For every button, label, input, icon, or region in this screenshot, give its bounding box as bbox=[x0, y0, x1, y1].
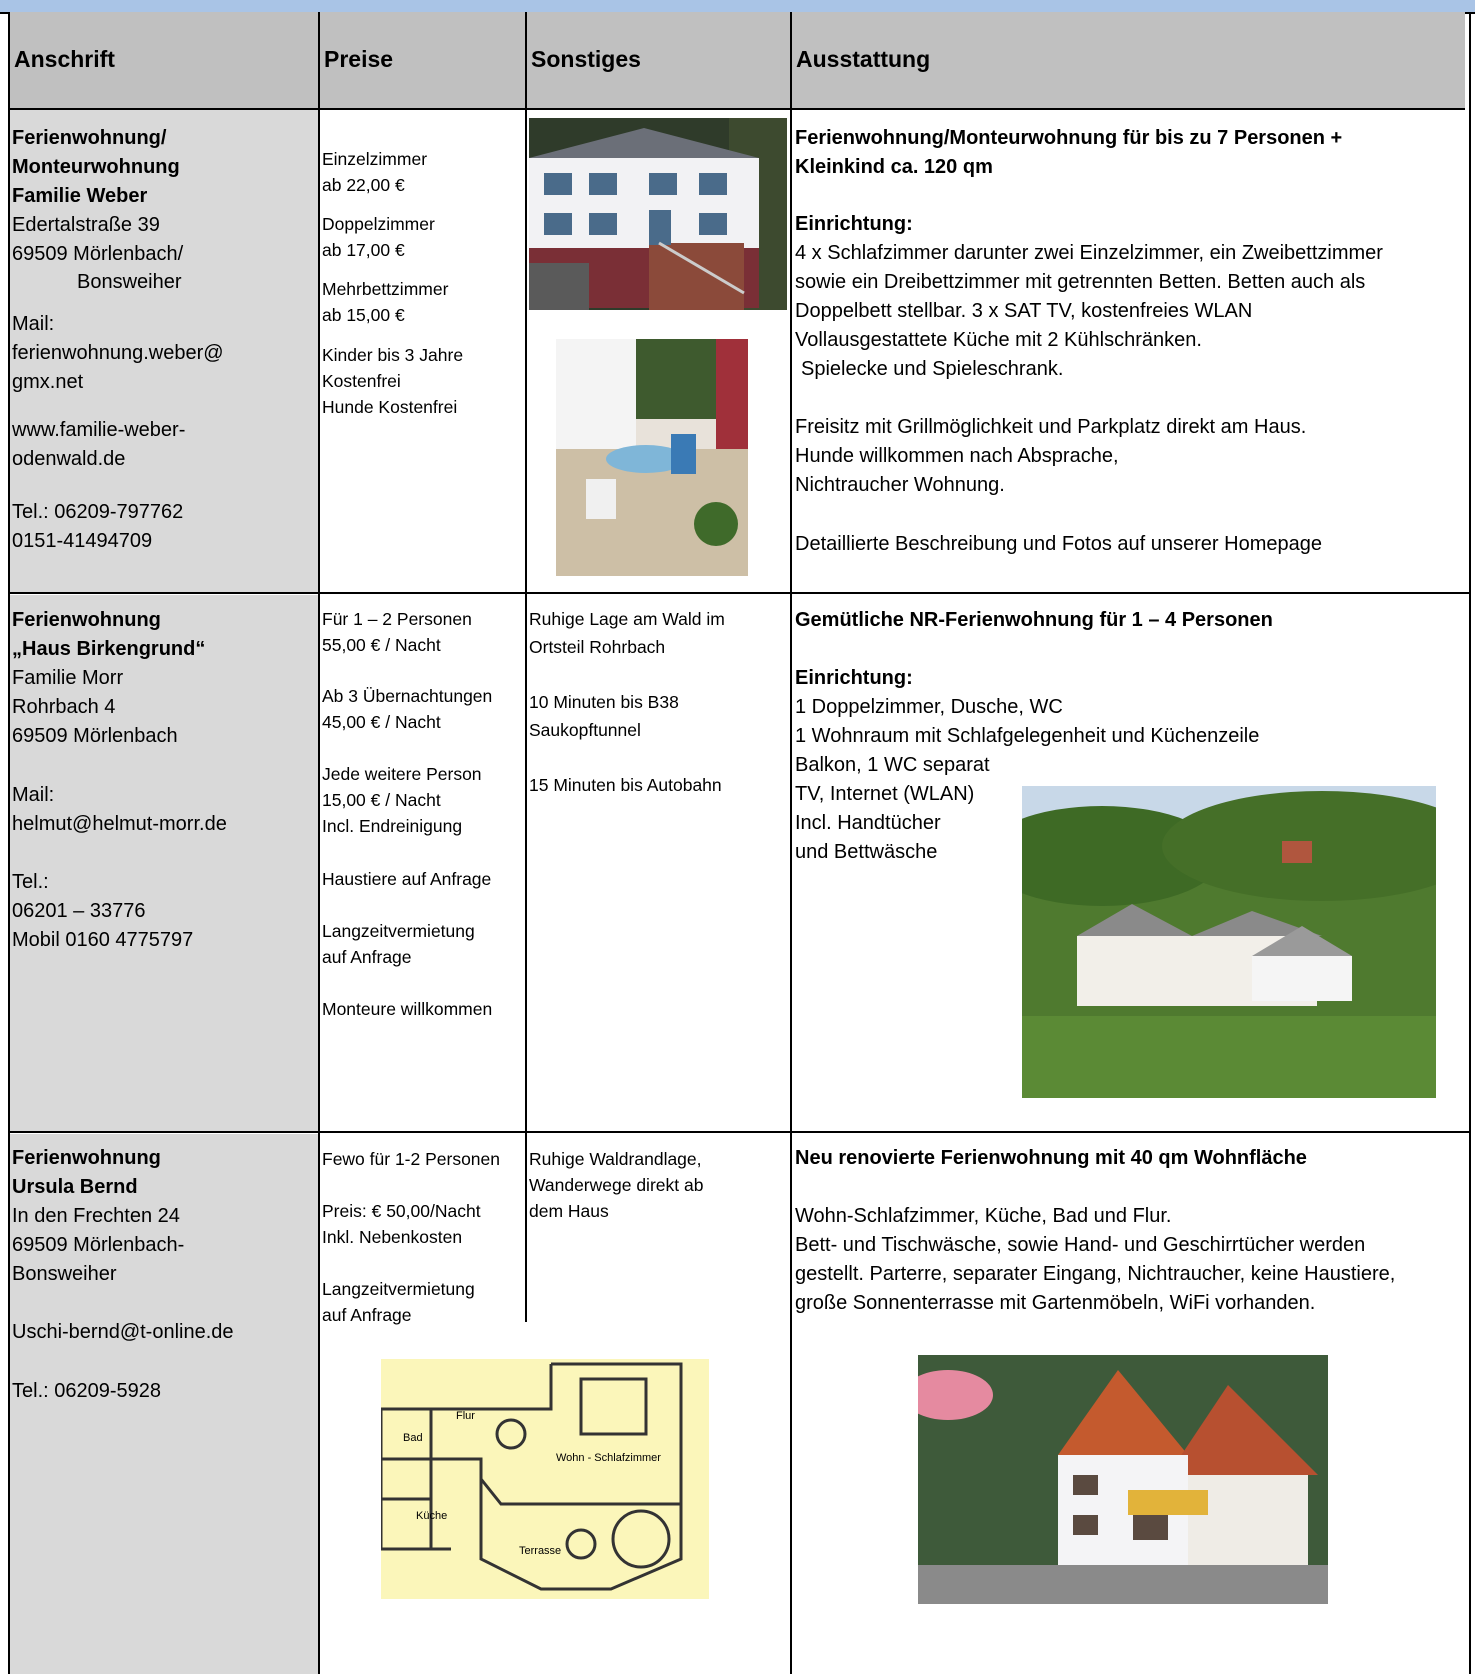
address-title: Ursula Bernd bbox=[12, 1176, 138, 1198]
price-line: Ab 3 Übernachtungen bbox=[322, 686, 493, 706]
price-line: Kinder bis 3 Jahre bbox=[322, 345, 464, 365]
price-line: 45,00 € / Nacht bbox=[322, 712, 441, 732]
feature-title: Neu renovierte Ferienwohnung mit 40 qm Wohnfläche bbox=[795, 1147, 1307, 1169]
price-line: Langzeitvermietung bbox=[322, 921, 475, 941]
misc-line: 10 Minuten bis B38 bbox=[529, 692, 679, 712]
price-line: Für 1 – 2 Personen bbox=[322, 609, 472, 629]
mail-link[interactable]: gmx.net bbox=[12, 371, 84, 393]
feature-line: TV, Internet (WLAN) bbox=[795, 783, 975, 805]
floor-plan-label: Wohn - Schlafzimmer bbox=[556, 1452, 661, 1464]
web-link[interactable]: odenwald.de bbox=[12, 448, 126, 470]
address-district: Bonsweiher bbox=[77, 271, 182, 293]
feature-line: Vollausgestattete Küche mit 2 Kühlschränken. bbox=[795, 329, 1202, 351]
feature-line: 1 Doppelzimmer, Dusche, WC bbox=[795, 696, 1063, 718]
address-line: 69509 Mörlenbach- bbox=[12, 1234, 185, 1256]
feature-line: Freisitz mit Grillmöglichkeit und Parkplatz direkt am Haus. bbox=[795, 416, 1307, 438]
floor-plan-label: Küche bbox=[416, 1510, 448, 1522]
feature-line: sowie ein Dreibettzimmer mit getrennten Betten. Betten auch als bbox=[795, 271, 1366, 293]
feature-line: Wohn-Schlafzimmer, Küche, Bad und Flur. bbox=[795, 1205, 1172, 1227]
floor-plan bbox=[381, 1359, 709, 1599]
feature-title: Kleinkind ca. 120 qm bbox=[795, 156, 993, 178]
feature-line: 1 Wohnraum mit Schlafgelegenheit und Küchenzeile bbox=[795, 725, 1260, 747]
misc-line: Wanderwege direkt ab bbox=[529, 1175, 704, 1195]
address-title: Ferienwohnung bbox=[12, 1147, 161, 1169]
floor-plan-label: Bad bbox=[403, 1432, 423, 1444]
row-divider bbox=[8, 592, 1469, 594]
feature-line: Hunde willkommen nach Absprache, bbox=[795, 445, 1119, 467]
price-line: auf Anfrage bbox=[322, 1305, 412, 1325]
price-line: Doppelzimmer bbox=[322, 214, 435, 234]
feature-title: Ferienwohnung/Monteurwohnung für bis zu 7 Personen + bbox=[795, 127, 1343, 149]
price-line: 15,00 € / Nacht bbox=[322, 790, 441, 810]
header-anschrift: Anschrift bbox=[10, 12, 318, 110]
header-sonstiges: Sonstiges bbox=[527, 12, 790, 110]
price-line: Kostenfrei bbox=[322, 371, 401, 391]
mail-label: Mail: bbox=[12, 313, 55, 335]
feature-line: Nichtraucher Wohnung. bbox=[795, 474, 1005, 496]
address-city: 69509 Mörlenbach/ bbox=[12, 243, 184, 265]
price-line: Monteure willkommen bbox=[322, 999, 493, 1019]
feature-line: gestellt. Parterre, separater Eingang, Nichtraucher, keine Haustiere, bbox=[795, 1263, 1396, 1285]
mail-link[interactable]: Uschi-bernd@t-online.de bbox=[12, 1321, 234, 1343]
address-line: Familie Morr bbox=[12, 667, 124, 689]
mail-label: Mail: bbox=[12, 784, 55, 806]
feature-line: Incl. Handtücher bbox=[795, 812, 941, 834]
floor-plan-label: Flur bbox=[456, 1410, 475, 1422]
feature-title: Gemütliche NR-Ferienwohnung für 1 – 4 Personen bbox=[795, 609, 1273, 631]
divider bbox=[318, 12, 320, 1674]
landscape-photo bbox=[1022, 786, 1436, 1098]
price-line: Fewo für 1-2 Personen bbox=[322, 1149, 501, 1169]
price-line: Mehrbettzimmer bbox=[322, 279, 449, 299]
price-line: 55,00 € / Nacht bbox=[322, 635, 441, 655]
address-line: Rohrbach 4 bbox=[12, 696, 116, 718]
feature-line: große Sonnenterrasse mit Gartenmöbeln, WiFi vorhanden. bbox=[795, 1292, 1316, 1314]
phone: Tel.: 06209-797762 bbox=[12, 501, 184, 523]
feature-heading: Einrichtung: bbox=[795, 667, 913, 689]
feature-line: 4 x Schlafzimmer darunter zwei Einzelzimmer, ein Zweibettzimmer bbox=[795, 242, 1383, 264]
header-ausstattung: Ausstattung bbox=[792, 12, 1465, 110]
misc-line: Ortsteil Rohrbach bbox=[529, 637, 666, 657]
price-line: ab 15,00 € bbox=[322, 305, 405, 325]
floor-plan-label: Terrasse bbox=[519, 1545, 562, 1557]
price-line: Preis: € 50,00/Nacht bbox=[322, 1201, 481, 1221]
price-line: auf Anfrage bbox=[322, 947, 412, 967]
address-title: Ferienwohnung bbox=[12, 609, 161, 631]
price-line: Langzeitvermietung bbox=[322, 1279, 475, 1299]
feature-line: und Bettwäsche bbox=[795, 841, 938, 863]
address-title: „Haus Birkengrund“ bbox=[12, 638, 206, 660]
row-divider bbox=[8, 1131, 1469, 1133]
address-title: Monteurwohnung bbox=[12, 156, 180, 178]
misc-line: dem Haus bbox=[529, 1201, 609, 1221]
price-line: Jede weitere Person bbox=[322, 764, 482, 784]
house-photo bbox=[529, 118, 787, 310]
feature-line: Balkon, 1 WC separat bbox=[795, 754, 990, 776]
mail-link[interactable]: ferienwohnung.weber@ bbox=[12, 342, 224, 364]
feature-heading: Einrichtung: bbox=[795, 213, 913, 235]
divider bbox=[790, 12, 792, 1674]
misc-line: Ruhige Waldrandlage, bbox=[529, 1149, 702, 1169]
house-photo bbox=[918, 1355, 1328, 1604]
feature-footer: Detaillierte Beschreibung und Fotos auf unserer Homepage bbox=[795, 533, 1322, 555]
price-line: ab 17,00 € bbox=[322, 240, 405, 260]
feature-line: Spielecke und Spieleschrank. bbox=[801, 358, 1064, 380]
mail-link[interactable]: helmut@helmut-morr.de bbox=[12, 813, 227, 835]
price-line: Haustiere auf Anfrage bbox=[322, 869, 492, 889]
address-line: Bonsweiher bbox=[12, 1263, 117, 1285]
price-line: Incl. Endreinigung bbox=[322, 816, 463, 836]
misc-line: 15 Minuten bis Autobahn bbox=[529, 775, 722, 795]
address-title: Familie Weber bbox=[12, 185, 148, 207]
address-line: 69509 Mörlenbach bbox=[12, 725, 178, 747]
phone: Tel.: 06209-5928 bbox=[12, 1380, 162, 1402]
misc-line: Ruhige Lage am Wald im bbox=[529, 609, 725, 629]
phone: Mobil 0160 4775797 bbox=[12, 929, 194, 951]
price-line: ab 22,00 € bbox=[322, 175, 405, 195]
phone: 0151-41494709 bbox=[12, 530, 153, 552]
phone: Tel.: bbox=[12, 871, 49, 893]
feature-line: Doppelbett stellbar. 3 x SAT TV, kostenfreies WLAN bbox=[795, 300, 1253, 322]
header-preise: Preise bbox=[320, 12, 525, 110]
web-link[interactable]: www.familie-weber- bbox=[12, 419, 186, 441]
price-line: Einzelzimmer bbox=[322, 149, 428, 169]
address-street: Edertalstraße 39 bbox=[12, 214, 160, 236]
divider bbox=[525, 12, 527, 1322]
address-line: In den Frechten 24 bbox=[12, 1205, 180, 1227]
phone: 06201 – 33776 bbox=[12, 900, 146, 922]
address-title: Ferienwohnung/ bbox=[12, 127, 167, 149]
feature-line: Bett- und Tischwäsche, sowie Hand- und Geschirrtücher werden bbox=[795, 1234, 1366, 1256]
misc-line: Saukopftunnel bbox=[529, 720, 641, 740]
price-line: Inkl. Nebenkosten bbox=[322, 1227, 463, 1247]
price-line: Hunde Kostenfrei bbox=[322, 397, 458, 417]
terrace-photo bbox=[556, 339, 748, 576]
